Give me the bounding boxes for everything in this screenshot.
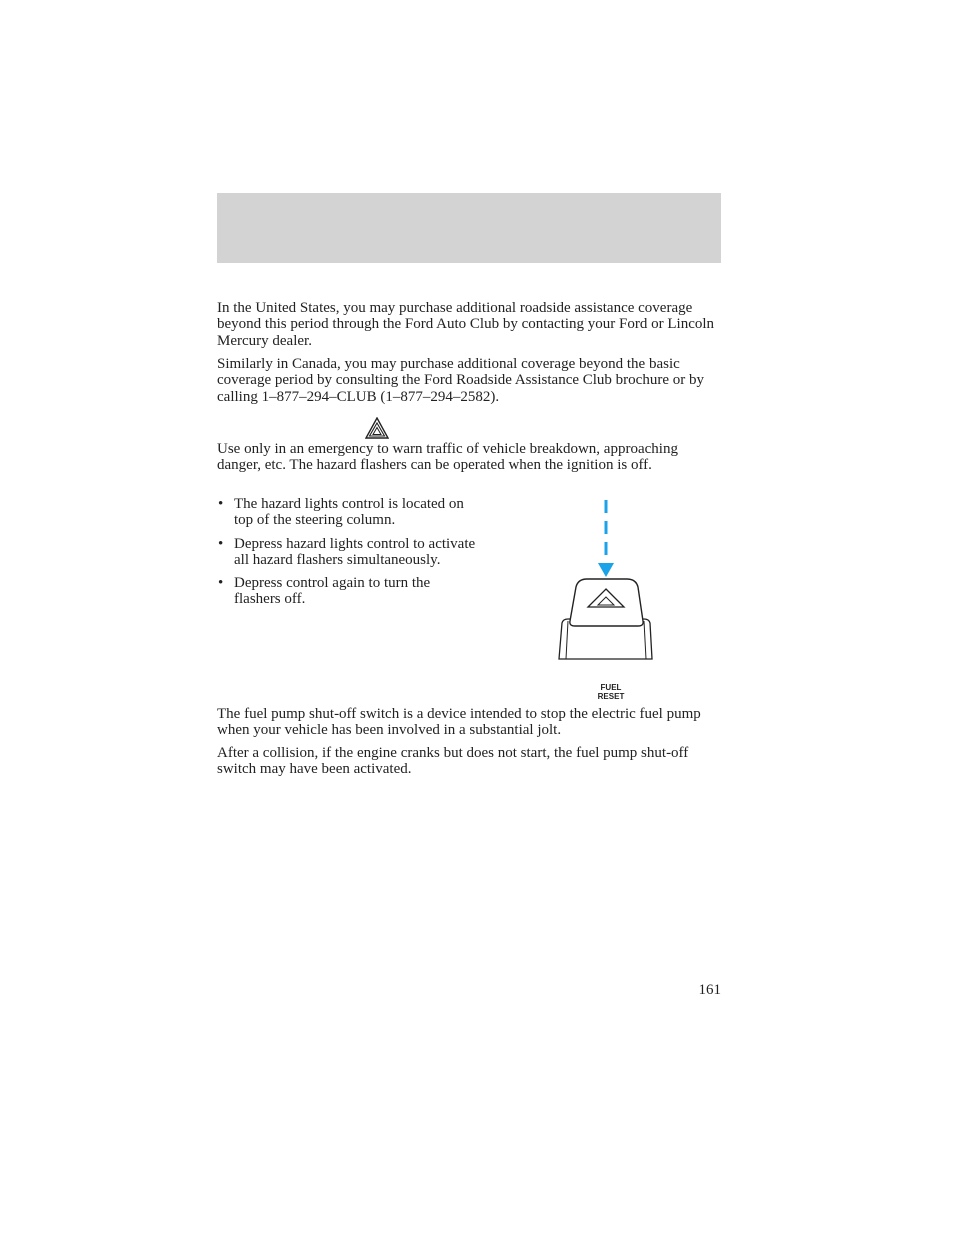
list-item-text: Depress hazard lights control to activate all hazard flashers simultaneously. — [234, 535, 476, 568]
bullet-glyph: • — [218, 535, 224, 552]
bullet-glyph: • — [218, 575, 224, 592]
page-number: 161 — [698, 982, 721, 998]
fuel-reset-label — [590, 684, 632, 701]
list-item — [217, 536, 477, 569]
paragraph-hazard-usage: Use only in an emergency to warn traffic of vehicle breakdown, approaching danger, etc. The hazard flashers can be operated when the ignition is off. — [217, 441, 678, 474]
paragraph-us-assistance: In the United States, you may purchase additional roadside assistance coverage beyond this period through the Ford Auto Club by contacting your Ford or Lincoln Mercury dealer. — [217, 300, 715, 349]
section-header-band — [217, 193, 721, 263]
hazard-triangle-icon — [365, 417, 389, 439]
list-item-text: Depress control again to turn the flashers off. — [234, 575, 431, 608]
paragraph-fuel-pump-collision: After a collision, if the engine cranks but does not start, the fuel pump shut-off switch may have been activated. — [217, 745, 689, 778]
list-item — [217, 575, 477, 608]
list-item — [217, 496, 477, 529]
hazard-instructions-list — [217, 496, 477, 615]
hazard-button-icon — [570, 579, 643, 626]
hazard-button-diagram — [550, 495, 660, 667]
bullet-glyph: • — [218, 496, 224, 512]
reset-label-line: RESET — [597, 691, 625, 701]
pointer-arrow-icon — [598, 500, 614, 577]
paragraph-fuel-pump-intro: The fuel pump shut-off switch is a device intended to stop the electric fuel pump when your vehicle has been involved in a substantial jolt. — [217, 706, 701, 739]
fuel-label-line: FUEL — [600, 683, 622, 692]
paragraph-canada-assistance: Similarly in Canada, you may purchase additional coverage beyond the basic coverage period by consulting the Ford Roadside Assistance Club brochure or by calling 1–877–294–CLUB (1–877–294–2582). — [217, 356, 704, 405]
list-item-text: The hazard lights control is located on top of the steering column. — [234, 496, 464, 529]
